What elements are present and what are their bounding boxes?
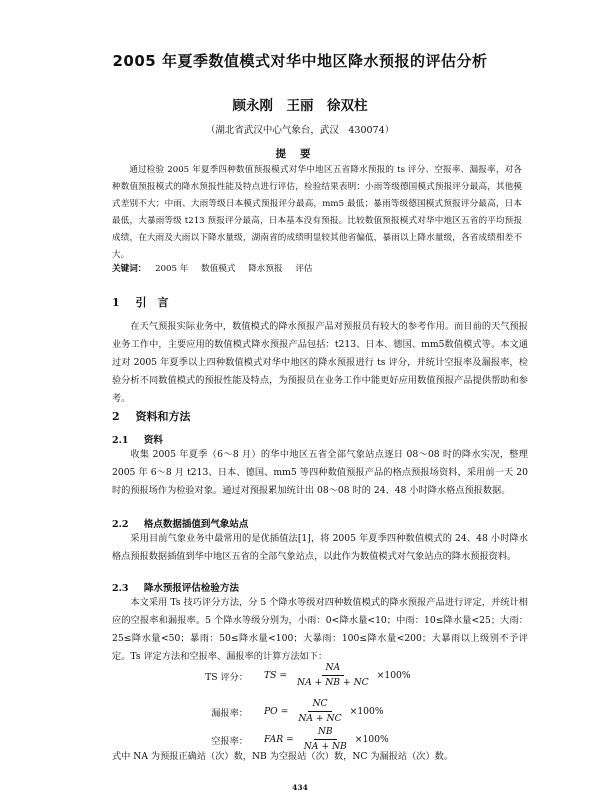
keyword: 评估 bbox=[295, 264, 313, 274]
keyword: 降水预报 bbox=[248, 264, 283, 274]
subsection-number: 2.3 bbox=[112, 583, 129, 594]
subsection-title: 格点数据插值到气象站点 bbox=[143, 519, 249, 530]
formula-expression bbox=[264, 658, 411, 692]
section-title: 引 言 bbox=[135, 296, 169, 309]
keyword: 2005 年 bbox=[155, 264, 189, 274]
fraction-numerator: NB bbox=[314, 725, 337, 740]
subsection-title: 资料 bbox=[143, 435, 163, 446]
subsection-title: 降水预报评估检验方法 bbox=[143, 583, 239, 594]
section-number: 2 bbox=[112, 410, 120, 423]
author-list: 顾永刚 王丽 徐双柱 bbox=[232, 98, 368, 114]
section-heading-data-method bbox=[112, 408, 191, 424]
fraction-denominator: NA + NC bbox=[298, 712, 342, 724]
subsection-heading-data bbox=[112, 432, 163, 446]
formula-tail: ×100% bbox=[349, 705, 384, 717]
subsection-heading-evaluation bbox=[112, 580, 239, 594]
fraction-denominator: NA + NB + NC bbox=[297, 676, 369, 688]
formula-lhs: TS = bbox=[264, 669, 288, 681]
formula-lhs: PO = bbox=[264, 705, 289, 717]
fraction bbox=[293, 661, 373, 690]
subsection-number: 2.1 bbox=[112, 435, 129, 446]
formula-label: 空报率： bbox=[211, 736, 248, 747]
subsection-number: 2.2 bbox=[112, 519, 129, 530]
formula-label: 漏报率： bbox=[211, 708, 248, 719]
abstract-heading: 提要 bbox=[275, 148, 325, 160]
formula-tail: ×100% bbox=[354, 733, 389, 745]
keyword: 数值模式 bbox=[201, 264, 236, 274]
fraction-numerator: NA bbox=[322, 661, 345, 676]
fraction-denominator: NA + NB bbox=[303, 740, 347, 752]
abstract-text: 通过检验 2005 年夏季四种数值预报模式对华中地区五省降水预报的 ts 评分、空报率、漏报率，对各种数值预报模式的降水预报性能及特点进行评估，检验结果表明：小雨等级德国模式预报评分最高，其他模式差别不大；中雨、大雨等级日本模式预报评分最高，mm5 最低；暴雨等级德国模式预报评分最高，日本最低，大暴雨等级 t213 预报评分最高，日本基本没有预报。比较数值预报模式对华中地区五省的平均预报成绩，在大雨及大雨以下降水量级，湖南省的成绩明显较其他省偏低，暴雨以上降水量级，各省成绩相差不大。 bbox=[112, 165, 522, 260]
fraction-numerator: NC bbox=[308, 697, 331, 712]
introduction-paragraph: 在天气预报实际业务中，数值模式的降水预报产品对预报员有较大的参考作用。而目前的天气预报业务工作中，主要应用的数值模式降水预报产品包括：t213、日本、德国、mm5数值模式等。本文通过对 2005 年夏季以上四种数值模式对华中地区的降水预报进行 ts 评分，并统计空报率及漏报率，检验分析不同数值模式的预报性能及特点，为预报员在业务工作中能更好应用数值预报产品提供帮助和参考。 bbox=[112, 321, 528, 404]
evaluation-paragraph: 本文采用 Ts 技巧评分方法，分 5 个降水等级对四种数值模式的降水预报产品进行评定，并统计相应的空报率和漏报率。5 个降水等级分别为，小雨：0<降水量<10；中雨：10≤降水量<25；大雨：25≤降水量<50；暴雨：50≤降水量<100；大暴雨：100≤降水量<200；大暴雨以上级别不予评定。Ts 评定方法和空报率、漏报率的计算方法如下： bbox=[112, 597, 528, 662]
formula-note: 式中 NA 为预报正确站（次）数，NB 为空报站（次）数，NC 为漏报站（次）数。 bbox=[112, 751, 454, 762]
interpolation-paragraph: 采用目前气象业务中最常用的是优插值法[1]，将 2005 年夏季四种数值模式的 24、48 小时降水格点预报数据插值到华中地区五省的全部气象站点，以此作为数值模式对气象站点的降水预报资料。 bbox=[112, 533, 528, 562]
keywords-label: 关键词： bbox=[112, 264, 147, 274]
paper-title: 2005 年夏季数值模式对华中地区降水预报的评估分析 bbox=[112, 52, 488, 70]
subsection-heading-interpolation bbox=[112, 516, 248, 530]
formula-label: TS 评分： bbox=[205, 672, 248, 683]
formula-ts bbox=[0, 658, 600, 692]
section-number: 1 bbox=[112, 296, 120, 309]
page-number: 434 bbox=[292, 783, 308, 792]
formula-lhs: FAR = bbox=[264, 733, 294, 745]
affiliation: （湖北省武汉中心气象台，武汉 430074） bbox=[205, 125, 395, 136]
data-paragraph: 收集 2005 年夏季（6～8 月）的华中地区五省全部气象站点逐日 08～08 时的降水实况，整理 2005 年 6～8 月 t213、日本、德国、mm5 等四种数值预报产品的格点预报场资料，采用前一天 20 时的预报场作为检验对象。通过对预报累加统计出 08～08 时的 24、48 小时降水格点预报数据。 bbox=[112, 449, 528, 496]
keywords bbox=[112, 262, 522, 274]
formula-tail: ×100% bbox=[376, 669, 411, 681]
section-heading-introduction bbox=[112, 294, 169, 310]
section-title: 资料和方法 bbox=[135, 410, 191, 423]
